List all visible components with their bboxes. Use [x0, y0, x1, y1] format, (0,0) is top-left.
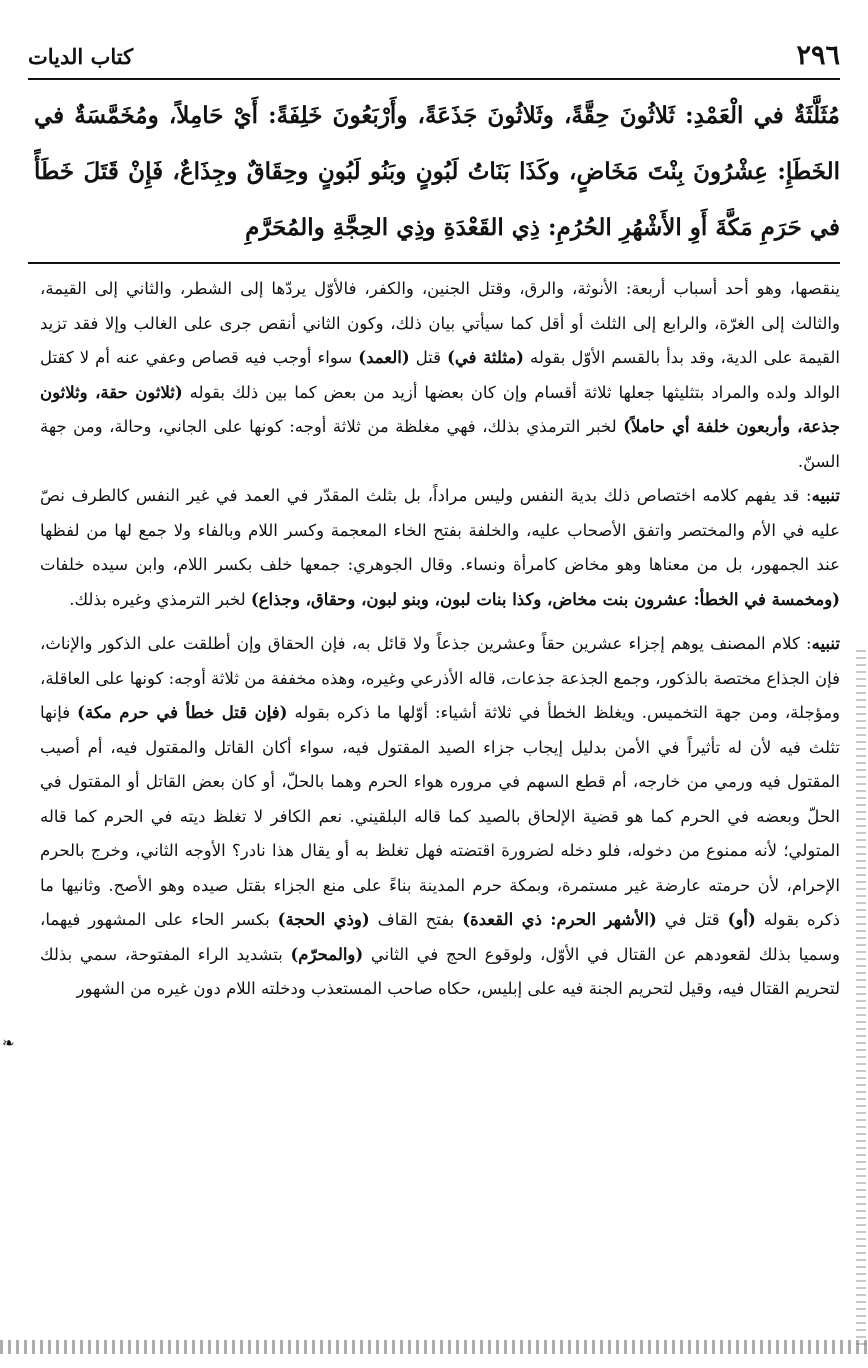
side-border-ornament	[856, 650, 866, 1350]
commentary-text: لخبر الترمذي بذلك، فهي مغلظة من ثلاثة أوجه: كونها على الجاني، وحالة، ومن جهة السنّ.	[40, 417, 840, 471]
commentary-quote: (وذي الحجة)	[277, 910, 370, 929]
margin-ornament-icon: ❧	[2, 1034, 15, 1052]
page-header	[28, 38, 840, 80]
bottom-border-ornament	[0, 1340, 868, 1354]
commentary-quote: (العمد)	[358, 348, 410, 367]
note-heading: تنبيه	[811, 634, 840, 653]
commentary-text: قتل	[415, 348, 442, 367]
commentary-quote: (فإن قتل خطأ في حرم مكة)	[77, 703, 288, 722]
commentary	[40, 272, 840, 1320]
matn-text: مُثَلَّثَةٌ في الْعَمْدِ: ثَلاثُونَ حِقَّةً، وثَلاثُونَ جَذَعَةً، وأَرْبَعُونَ خَلِفَةً: أَيْ حَامِلاً، ومُخَمَّسَةٌ في الخَطَإِ: عِشْرُونَ بِنْتَ مَخَاضٍ، وكَذَا بَنَاتُ لَبُونٍ وبَنُو لَبُونٍ وحِقَاقٌ وجِذَاعٌ، فَإِنْ قَتَلَ خَطَأً في حَرَمِ مَكَّةَ أَوِ الأَشْهُرِ الحُرُمِ: ذِي القَعْدَةِ وذِي الحِجَّةِ والمُحَرَّمِ	[34, 102, 840, 241]
commentary-text: لخبر الترمذي وغيره بذلك.	[69, 589, 246, 609]
commentary-text: : قد يفهم كلامه اختصاص ذلك بدية النفس وليس مراداً، بل بثلث المقدّر في العمد في غير النفس كالطرف نصّ عليه في الأم والمختصر واتفق الأصحاب عليه، والخلفة بفتح الخاء المعجمة وكسر اللام وبالفاء ولا جمع لها من لفظها عند الجمهور، بل من معناها وهو مخاض كامرأة ونساء. وقال الجوهري: جمعها خلف بكسر اللام، وابن سيده خلفات	[40, 486, 840, 574]
commentary-quote: (ومخمسة في الخطأ: عشرون بنت مخاض، وكذا بنات لبون، وبنو لبون، وحقاق، وجذاع)	[250, 589, 840, 609]
commentary-quote: (مثلثة في)	[447, 348, 524, 367]
commentary-text: بتشديد الراء المفتوحة، سمي بذلك لتحريم القتال فيه، وقيل لتحريم الجنة فيه على إبليس، حكاه صاحب المستعذب ودخلته اللام دون غيره من الشهور	[40, 944, 840, 998]
commentary-text: : كلام المصنف يوهم إجزاء عشرين حقاً وعشرين جذعاً ولا قائل به، فإن الحقاق وإن أطلقت على الذكور والإناث، فإن الجذاع مختصة بالذكور، وجمع الجذعة جذعات، قاله الأذرعي وغيره، وهذه مخففة من ثلاثة أوجه: كونها على العاقلة، ومؤجلة، ومن جهة التخميس. ويغلظ الخطأ في ثلاثة أشياء: أوّلها ما ذكره بقوله	[40, 634, 840, 722]
note-heading: تنبيه	[811, 486, 840, 505]
commentary-quote: (ثلاثون حقة، وثلاثون جذعة، وأربعون خلفة أي حاملاً)	[40, 382, 840, 436]
commentary-text: ينقصها، وهو أحد أسباب أربعة: الأنوثة، والرق، وقتل الجنين، والكفر، فالأوّل يردّها إلى الشطر، والثاني إلى القيمة، والثالث إلى الغرّة، والرابع إلى الثلث أو أقل كما سيأتي بيان ذلك، وكون الثاني أنقص جرى على الغالب وإلا فقد تزيد القيمة على الدية، وقد بدأ بالقسم الأوّل بقوله	[40, 279, 840, 367]
commentary-paragraph	[40, 627, 840, 1007]
commentary-paragraph	[40, 479, 840, 617]
matn-divider	[28, 262, 840, 264]
commentary-quote: (أو)	[727, 910, 756, 929]
commentary-text: بفتح القاف	[377, 910, 455, 929]
page-number: ٢٩٦	[796, 40, 840, 71]
commentary-quote: (والمحرّم)	[290, 944, 364, 964]
book-title: كتاب الديات	[28, 44, 134, 69]
commentary-quote: (الأشهر الحرم: ذي القعدة)	[462, 910, 657, 929]
commentary-text: فإنها تثلث فيه لأن له تأثيراً في الأمن بدليل إيجاب جزاء الصيد المقتول فيه، سواء أكان القاتل والمقتول فيه، أم أصيب المقتول فيه ورمي من خارجه، أم قطع السهم في مروره هواء الحرم وهما بالحلّ، أو كان بعض القاتل أو المقتول في الحلّ وبعضه في الحرم كما هو قضية الإلحاق بالصيد كما قاله البلقيني. نعم الكافر لا تغلظ ديته في الحرم كما قاله المتولي؛ لأنه ممنوع من دخوله، فلو دخله لضرورة اقتضته فهل تغلظ به أو يقال هذا نادر؟ الأوجه الثاني، وخرج بالحرم الإحرام، لأن حرمته عارضة غير مستمرة، وبمكة حرم المدينة بناءً على منع الجزاء بقتل صيده وهو الأصح. وثانيها ما ذكره بقوله	[40, 703, 840, 929]
commentary-text: سواء أوجب فيه قصاص وعفي عنه أم لا كقتل الوالد ولده والمراد بتثليثها جعلها ثلاثة أقسام وإن كان بعضها أزيد من بعض كما بين ذلك بقوله	[40, 348, 840, 402]
commentary-text: قتل في	[664, 910, 720, 929]
commentary-text: بكسر الحاء على المشهور فيهما، وسميا بذلك لقعودهم عن القتال في الأوّل، ولوقوع الحج في الثاني	[40, 910, 840, 964]
commentary-paragraph	[40, 272, 840, 479]
